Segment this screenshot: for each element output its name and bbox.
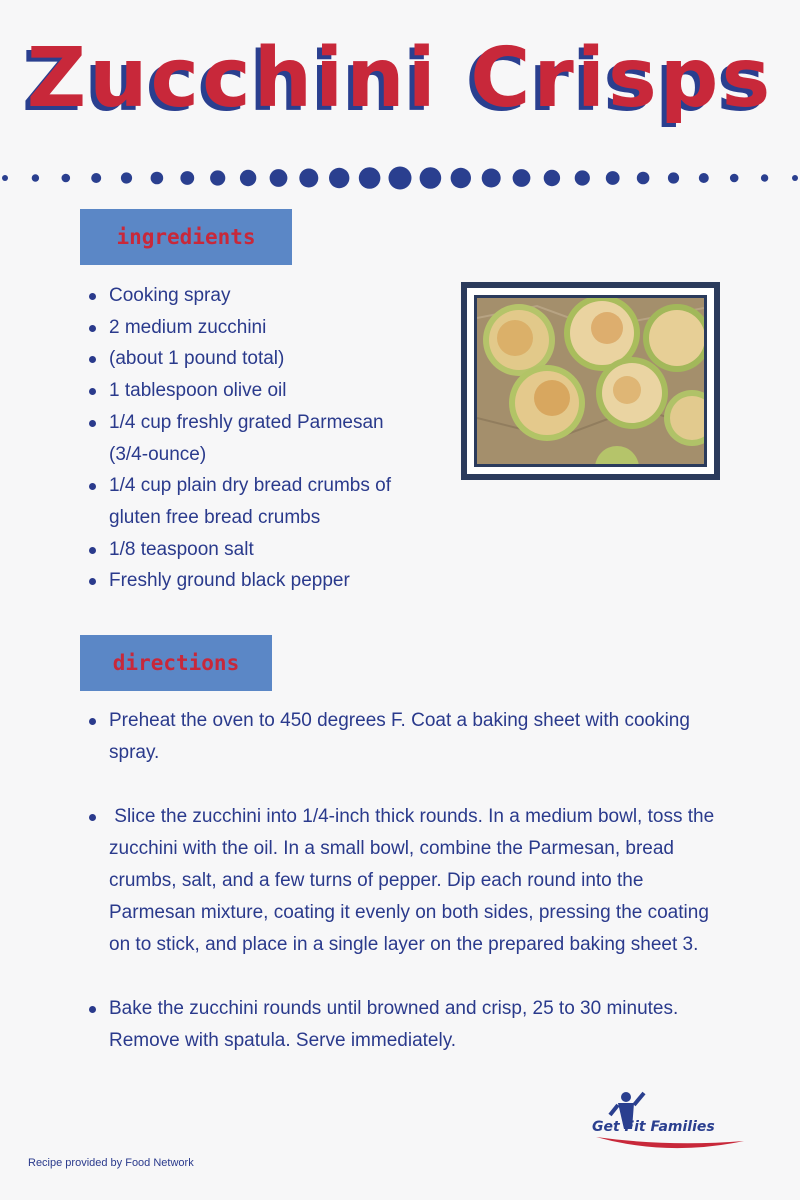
directions-label: directions (80, 635, 272, 691)
direction-step: Bake the zucchini rounds until browned and crisp, 25 to 30 minutes. Remove with spatula. Serve immediately. (81, 993, 731, 1057)
divider-dot (329, 168, 349, 188)
divider-dot (240, 170, 256, 186)
divider-dot (32, 174, 39, 181)
divider-dot (151, 172, 164, 185)
recipe-title: Zucchini Crisps (26, 31, 774, 126)
divider-dot (121, 172, 132, 183)
divider-dot (91, 173, 101, 183)
dotted-divider (0, 164, 800, 192)
ingredient-item: 1/4 cup plain dry bread crumbs of gluten free bread crumbs (81, 470, 421, 533)
divider-dot (389, 167, 412, 190)
ingredient-item: (about 1 pound total) (81, 343, 421, 375)
divider-dot (575, 170, 590, 185)
divider-dot (451, 168, 471, 188)
direction-step: Preheat the oven to 450 degrees F. Coat a baking sheet with cooking spray. (81, 705, 731, 769)
divider-dot (761, 174, 768, 181)
get-fit-families-logo (588, 1085, 748, 1149)
recipe-photo (474, 295, 707, 467)
ingredient-item: 1/8 teaspoon salt (81, 534, 421, 566)
divider-dot (359, 167, 381, 189)
divider-dot (668, 172, 679, 183)
divider-dot (482, 169, 501, 188)
ingredient-item: 1 tablespoon olive oil (81, 375, 421, 407)
footer-credit: Recipe provided by Food Network (28, 1157, 194, 1169)
directions-list (81, 705, 731, 1089)
divider-dot (513, 169, 531, 187)
divider-dot (730, 174, 739, 183)
divider-dot (210, 170, 225, 185)
divider-dot (62, 174, 71, 183)
logo-text: Get Fit Families (592, 1119, 715, 1135)
ingredient-item: 1/4 cup freshly grated Parmesan (3/4-ounce) (81, 407, 421, 470)
divider-dot (637, 172, 650, 185)
divider-dot (544, 170, 560, 186)
ingredient-item: Cooking spray (81, 280, 421, 312)
direction-step: Slice the zucchini into 1/4-inch thick rounds. In a medium bowl, toss the zucchini with the oil. In a small bowl, combine the Parmesan, bread crumbs, salt, and a few turns of pepper. Dip each round into the Parmesan mixture, coating it evenly on both sides, pressing the coating on to stick, and place in a single layer on the prepared baking sheet 3. (81, 801, 731, 961)
divider-dot (606, 171, 620, 185)
ingredients-list (81, 280, 421, 597)
recipe-photo-frame (461, 282, 720, 480)
ingredients-label: ingredients (80, 209, 292, 265)
divider-dot (270, 169, 288, 187)
ingredient-item: 2 medium zucchini (81, 312, 421, 344)
ingredient-item: Freshly ground black pepper (81, 565, 421, 597)
divider-dot (2, 175, 8, 181)
divider-dot (180, 171, 194, 185)
divider-dot (792, 175, 798, 181)
divider-dot (699, 173, 709, 183)
divider-dot (420, 167, 442, 189)
divider-dot (299, 169, 318, 188)
